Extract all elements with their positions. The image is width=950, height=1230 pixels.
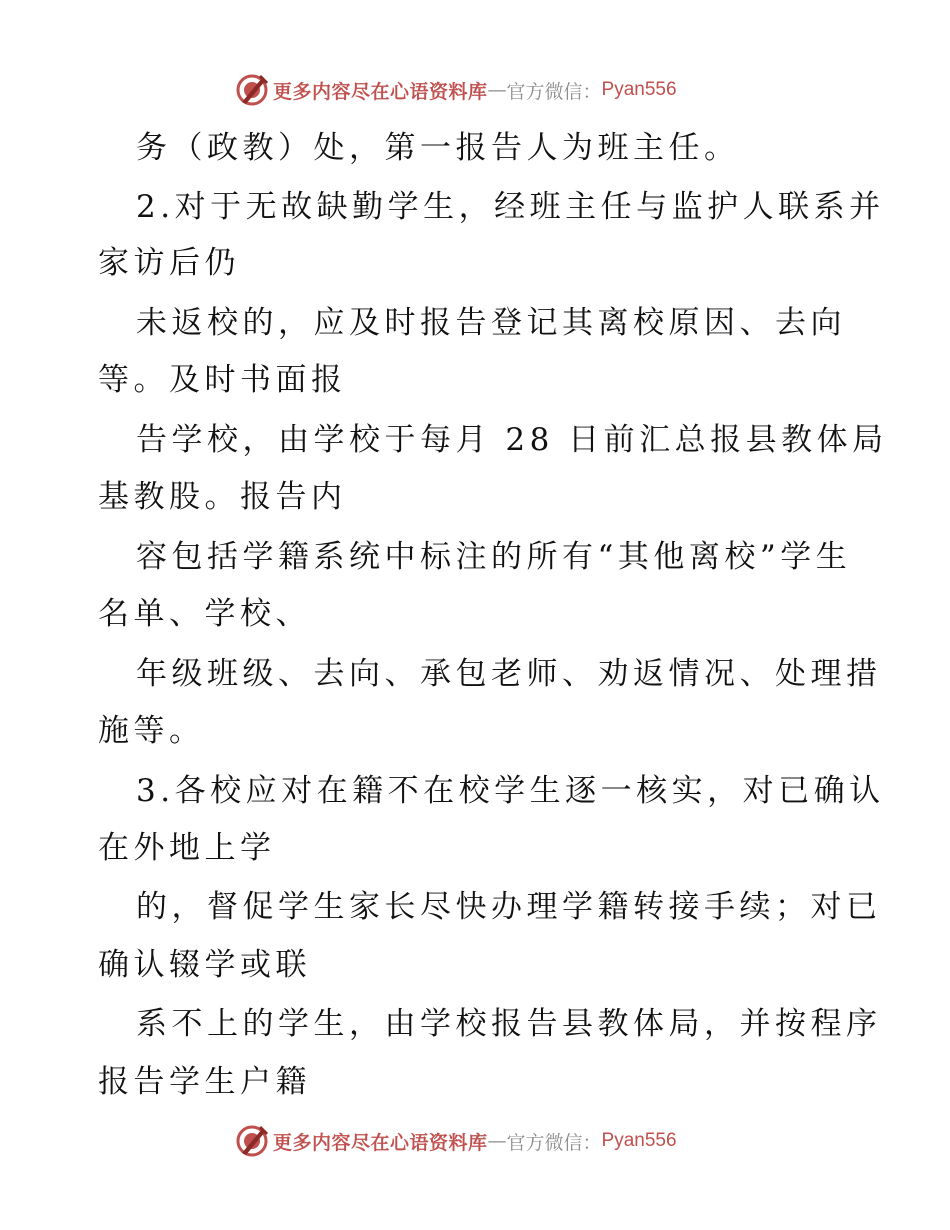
body-line: 基教股。报告内 <box>98 479 347 515</box>
body-line: 家访后仍 <box>98 245 240 281</box>
banner-dash: — <box>487 1130 507 1152</box>
footer-banner <box>234 1121 677 1161</box>
body-line: 在外地上学 <box>98 830 276 866</box>
body-line: 务（政教）处，第一报告人为班主任。 <box>136 130 740 166</box>
banner-wechat-id: Pyan556 <box>601 1130 677 1151</box>
body-line: 2.对于无故缺勤学生，经班主任与监护人联系并 <box>136 189 885 225</box>
body-line: 等。及时书面报 <box>98 362 347 398</box>
quill-logo-icon <box>234 1123 270 1159</box>
body-line: 确认辍学或联 <box>98 947 311 983</box>
banner-title: 更多内容尽在心语资料库 <box>273 1131 488 1154</box>
body-line: 系不上的学生，由学校报告县教体局，并按程序 <box>136 1006 882 1042</box>
body-line: 施等。 <box>98 713 205 749</box>
body-line: 年级班级、去向、承包老师、劝返情况、处理措 <box>136 656 882 692</box>
body-line: 告学校，由学校于每月 28 日前汇总报县教体局 <box>136 422 888 458</box>
body-line: 报告学生户籍 <box>98 1064 311 1100</box>
banner-subtitle: 官方微信： <box>506 80 602 103</box>
body-line: 容包括学籍系统中标注的所有“其他离校”学生 <box>136 539 852 575</box>
body-line: 3.各校应对在籍不在校学生逐一核实，对已确认 <box>136 773 885 809</box>
banner-wechat-id: Pyan556 <box>601 79 677 100</box>
banner-subtitle: 官方微信： <box>506 1131 602 1154</box>
body-line: 的，督促学生家长尽快办理学籍转接手续；对已 <box>136 889 882 925</box>
body-line: 未返校的，应及时报告登记其离校原因、去向 <box>136 305 846 341</box>
banner-title: 更多内容尽在心语资料库 <box>273 80 488 103</box>
banner-dash: — <box>487 79 507 101</box>
body-line: 名单、学校、 <box>98 596 311 632</box>
